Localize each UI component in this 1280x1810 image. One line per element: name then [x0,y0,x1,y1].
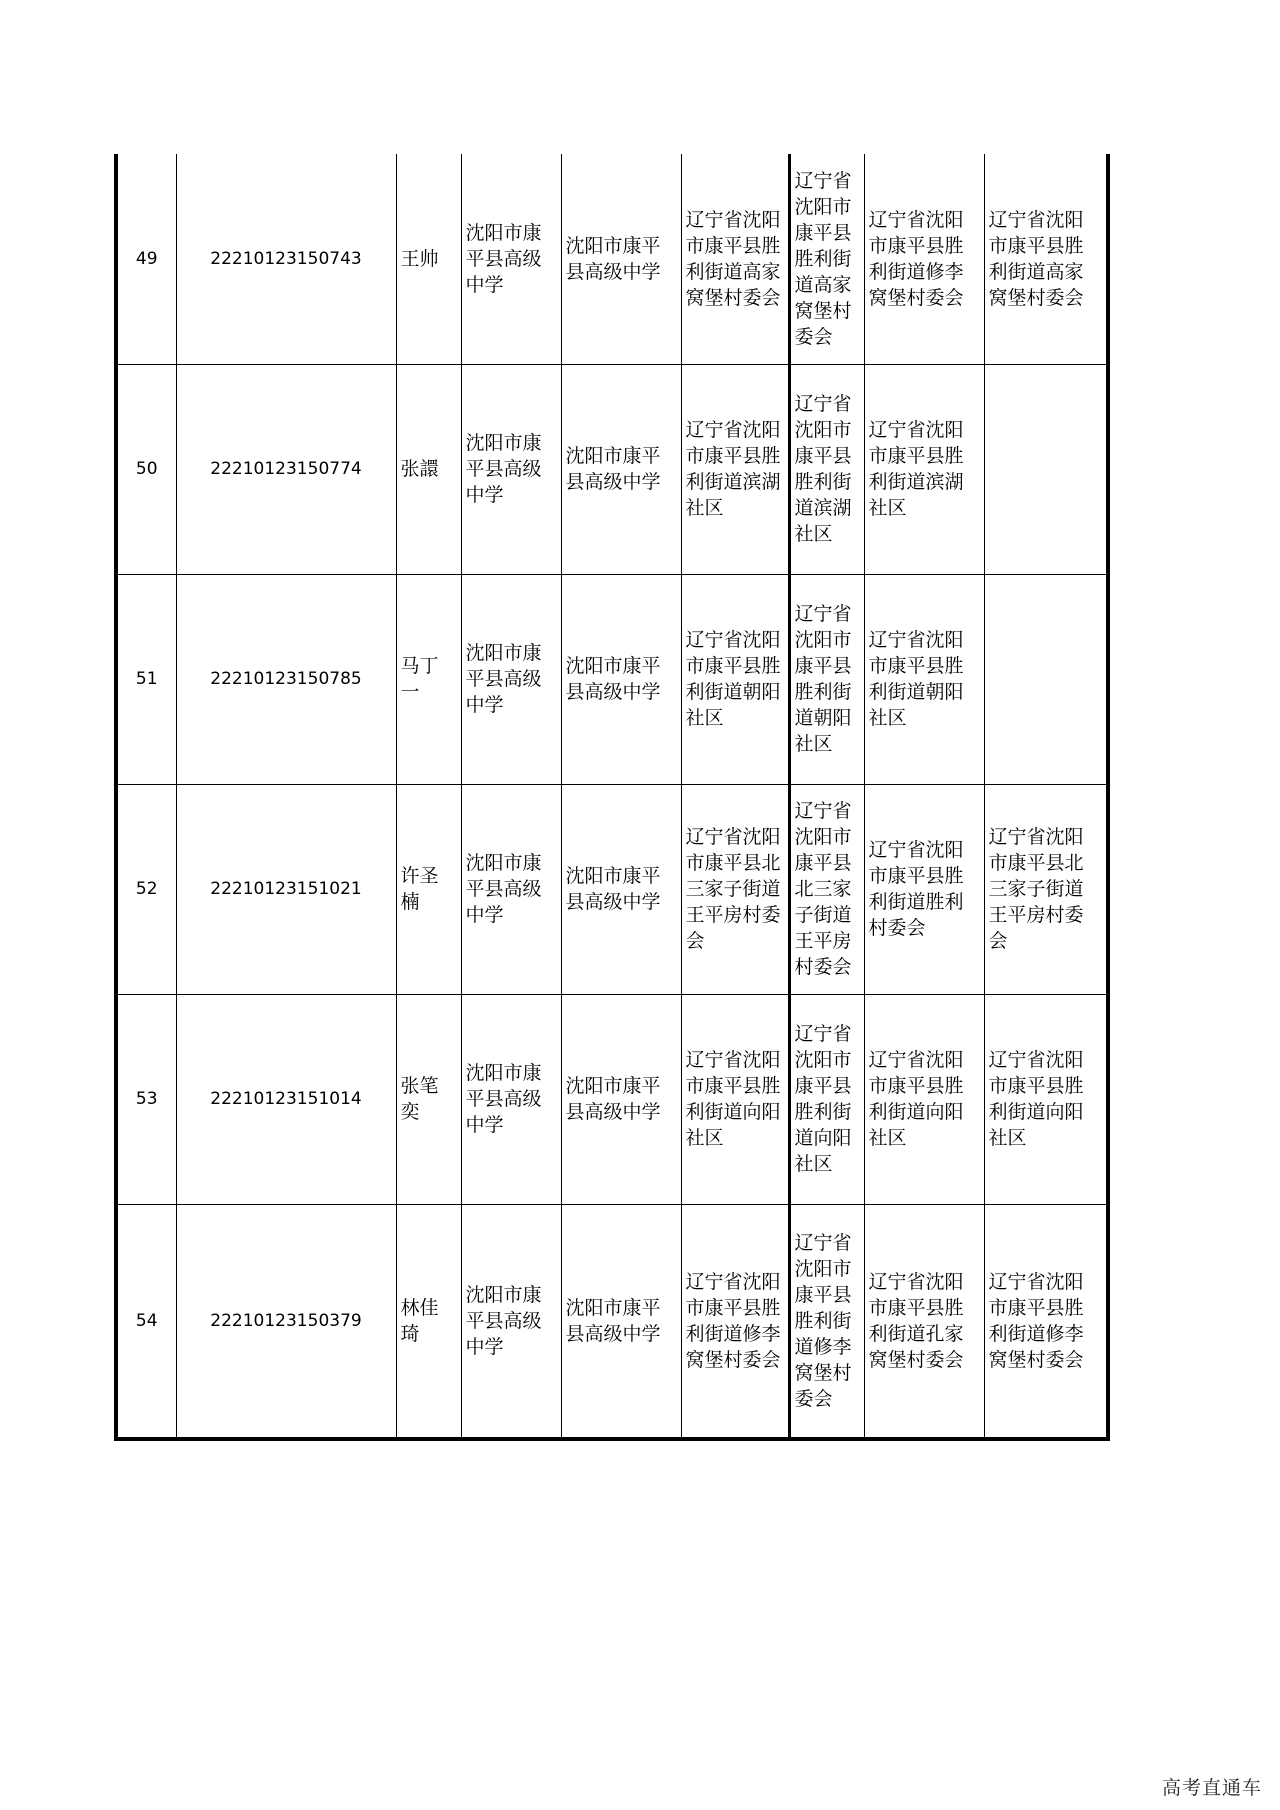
address-3: 辽宁省沈阳市康平县胜利街道修李窝堡村委会 [864,154,984,364]
unit-name: 沈阳市康平县高级中学 [561,994,681,1204]
table-row [116,994,1108,1204]
exam-id: 22210123151021 [176,784,396,994]
unit-name: 沈阳市康平县高级中学 [561,364,681,574]
student-name: 林佳琦 [396,1204,461,1439]
address-4: 辽宁省沈阳市康平县北三家子街道王平房村委会 [984,784,1108,994]
address-3: 辽宁省沈阳市康平县胜利街道胜利村委会 [864,784,984,994]
exam-id: 22210123150785 [176,574,396,784]
table-row [116,574,1108,784]
table-row [116,784,1108,994]
address-2: 辽宁省沈阳市康平县胜利街道修李窝堡村委会 [789,1204,864,1439]
student-table [114,154,1110,1441]
address-1: 辽宁省沈阳市康平县胜利街道滨湖社区 [681,364,789,574]
address-2: 辽宁省沈阳市康平县胜利街道向阳社区 [789,994,864,1204]
unit-name: 沈阳市康平县高级中学 [561,574,681,784]
exam-id: 22210123151014 [176,994,396,1204]
row-number: 52 [116,784,176,994]
student-name: 王帅 [396,154,461,364]
student-name: 马丁一 [396,574,461,784]
row-number: 53 [116,994,176,1204]
address-3: 辽宁省沈阳市康平县胜利街道向阳社区 [864,994,984,1204]
address-1: 辽宁省沈阳市康平县胜利街道修李窝堡村委会 [681,1204,789,1439]
row-number: 50 [116,364,176,574]
address-3: 辽宁省沈阳市康平县胜利街道滨湖社区 [864,364,984,574]
unit-name: 沈阳市康平县高级中学 [561,154,681,364]
exam-id: 22210123150774 [176,364,396,574]
table-row [116,364,1108,574]
address-1: 辽宁省沈阳市康平县胜利街道朝阳社区 [681,574,789,784]
address-4 [984,364,1108,574]
school-name: 沈阳市康平县高级中学 [461,994,561,1204]
row-number: 54 [116,1204,176,1439]
school-name: 沈阳市康平县高级中学 [461,1204,561,1439]
address-2: 辽宁省沈阳市康平县胜利街道滨湖社区 [789,364,864,574]
address-3: 辽宁省沈阳市康平县胜利街道孔家窝堡村委会 [864,1204,984,1439]
address-4 [984,574,1108,784]
address-4: 辽宁省沈阳市康平县胜利街道高家窝堡村委会 [984,154,1108,364]
address-4: 辽宁省沈阳市康平县胜利街道向阳社区 [984,994,1108,1204]
address-2: 辽宁省沈阳市康平县北三家子街道王平房村委会 [789,784,864,994]
school-name: 沈阳市康平县高级中学 [461,154,561,364]
exam-id: 22210123150379 [176,1204,396,1439]
row-number: 51 [116,574,176,784]
school-name: 沈阳市康平县高级中学 [461,784,561,994]
student-name: 张笔奕 [396,994,461,1204]
watermark-text: 高考直通车 [1161,1777,1262,1799]
row-number: 49 [116,154,176,364]
unit-name: 沈阳市康平县高级中学 [561,1204,681,1439]
student-name: 许圣楠 [396,784,461,994]
address-4: 辽宁省沈阳市康平县胜利街道修李窝堡村委会 [984,1204,1108,1439]
table-row [116,1204,1108,1439]
student-name: 张譞 [396,364,461,574]
address-2: 辽宁省沈阳市康平县胜利街道朝阳社区 [789,574,864,784]
exam-id: 22210123150743 [176,154,396,364]
table-row [116,154,1108,364]
address-3: 辽宁省沈阳市康平县胜利街道朝阳社区 [864,574,984,784]
school-name: 沈阳市康平县高级中学 [461,574,561,784]
school-name: 沈阳市康平县高级中学 [461,364,561,574]
unit-name: 沈阳市康平县高级中学 [561,784,681,994]
address-2: 辽宁省沈阳市康平县胜利街道高家窝堡村委会 [789,154,864,364]
address-1: 辽宁省沈阳市康平县北三家子街道王平房村委会 [681,784,789,994]
address-1: 辽宁省沈阳市康平县胜利街道高家窝堡村委会 [681,154,789,364]
address-1: 辽宁省沈阳市康平县胜利街道向阳社区 [681,994,789,1204]
